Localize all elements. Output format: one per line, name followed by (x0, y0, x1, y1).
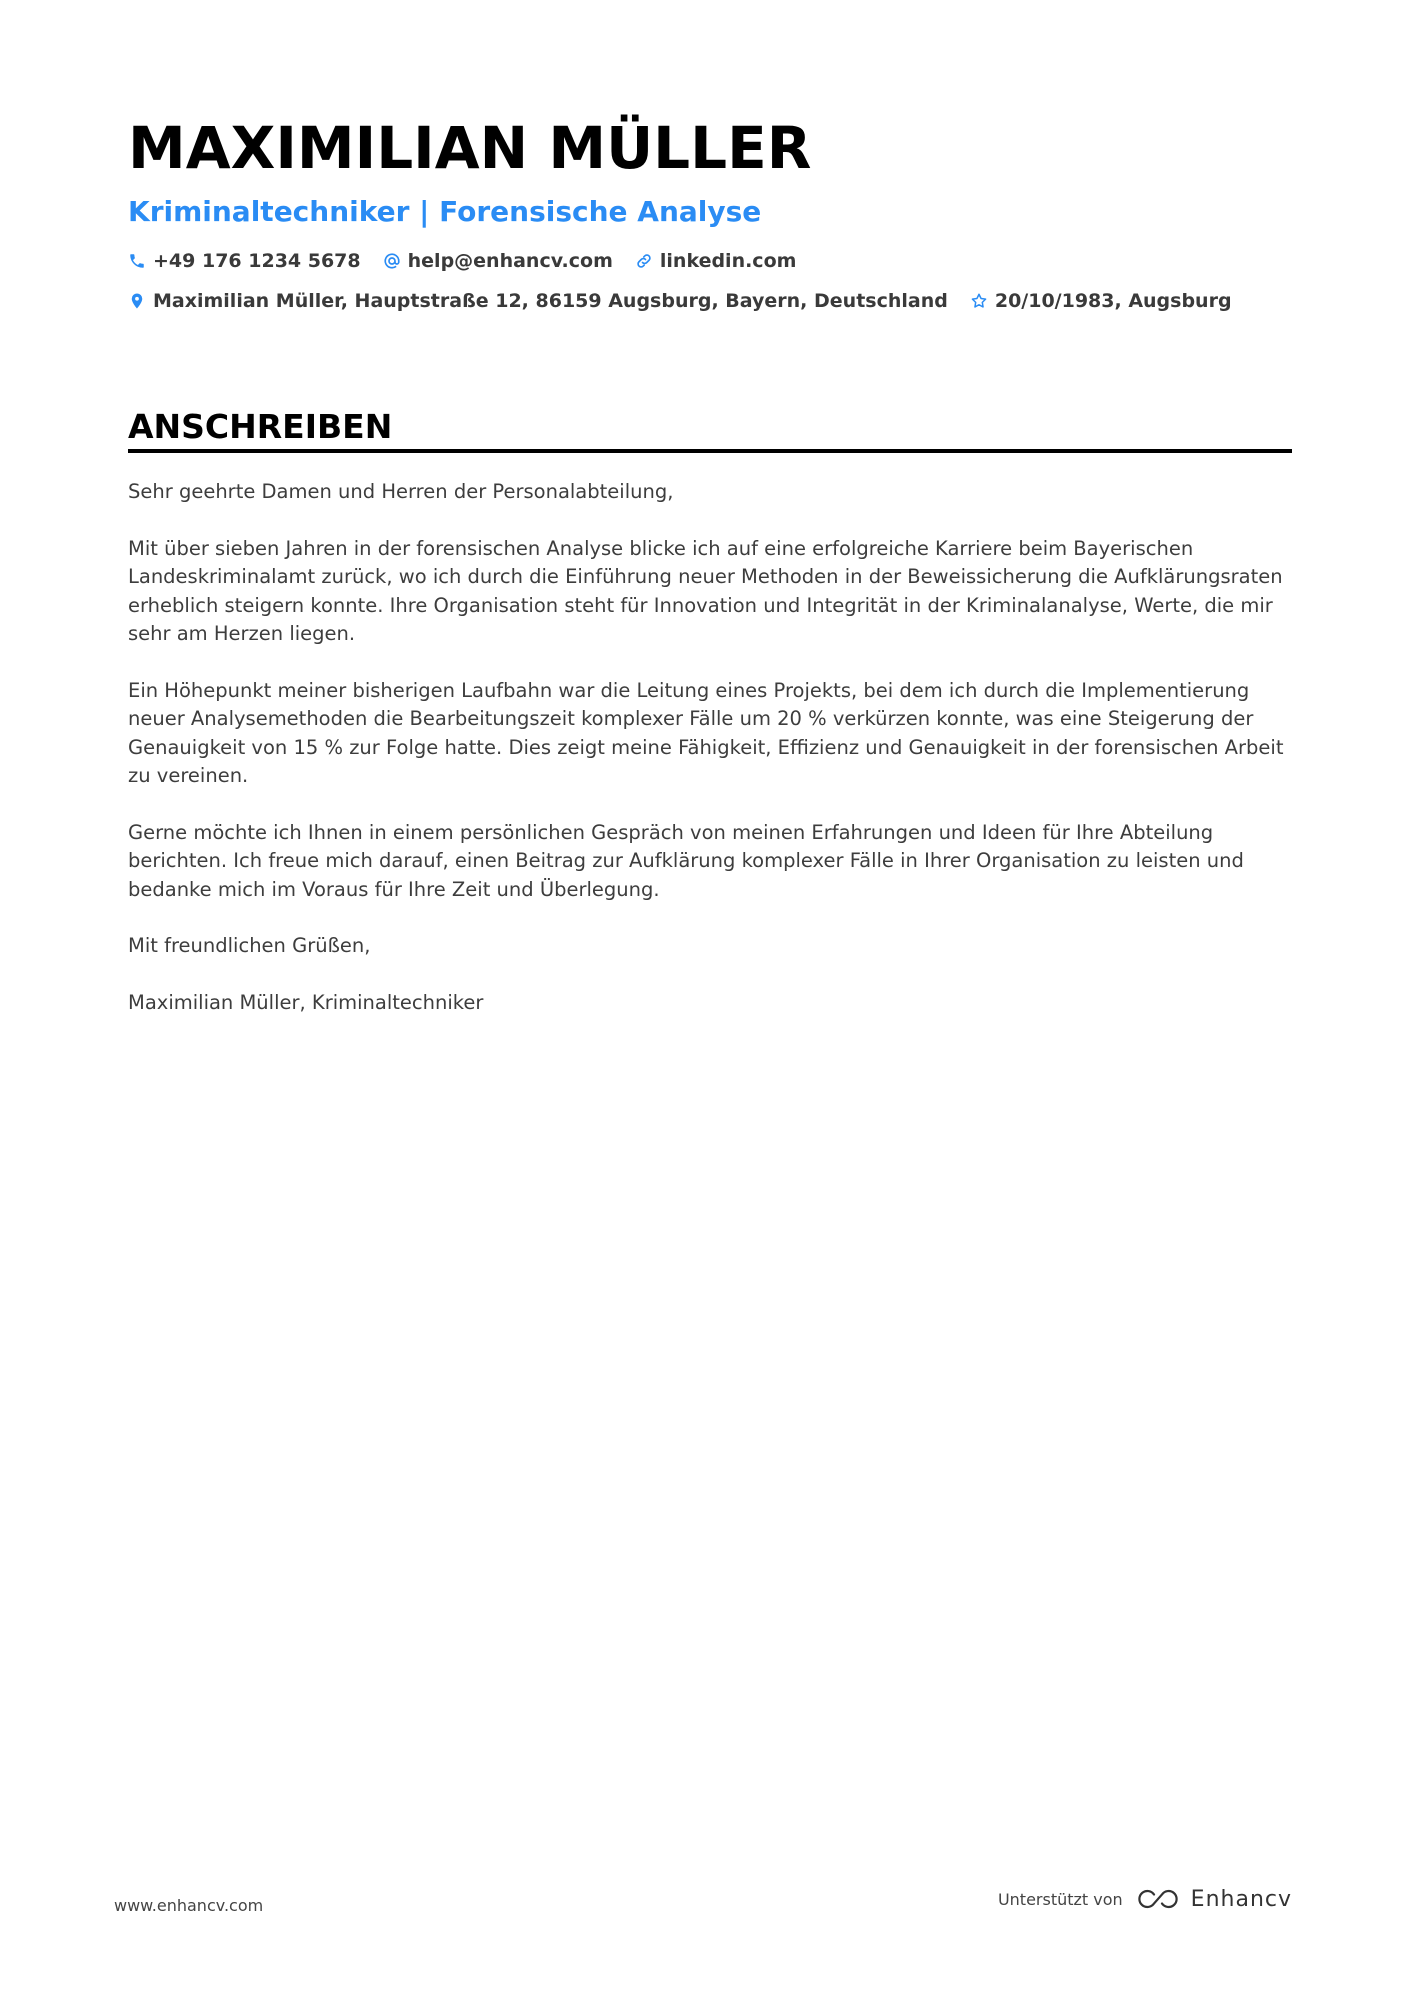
birth-date-place: 20/10/1983, Augsburg (994, 290, 1232, 312)
star-icon (970, 292, 988, 310)
letter-paragraph: Mit über sieben Jahren in der forensischen Analyse blicke ich auf eine erfolgreiche Karriere beim Bayerischen Landeskriminalamt zurück, wo ich durch die Einführung neuer Methoden in der Beweissicherung die Aufklärungsraten erheblich steigern konnte. Ihre Organisation steht für Innovation und Integrität in der Kriminalanalyse, Werte, die mir sehr am Herzen liegen. (128, 536, 1283, 645)
link-icon (635, 252, 653, 270)
contact-row-1 (128, 246, 1292, 276)
footer-website[interactable]: www.enhancv.com (114, 1896, 264, 1915)
closing: Mit freundlichen Grüßen, (128, 934, 371, 957)
contact-birth (970, 290, 1232, 312)
enhancv-logo-icon (1135, 1886, 1181, 1912)
job-title: Kriminaltechniker | Forensische Analyse (128, 195, 762, 228)
linkedin-link[interactable]: linkedin.com (659, 250, 797, 272)
salutation: Sehr geehrte Damen und Herren der Personalabteilung, (128, 480, 674, 503)
letter-paragraph: Ein Höhepunkt meiner bisherigen Laufbahn war die Leitung eines Projekts, bei dem ich durch die Implementierung neuer Analysemethoden die Bearbeitungszeit komplexer Fälle um 20 % verkürzen konnte, was eine Steigerung der Genauigkeit von 15 % zur Folge hatte. Dies zeigt meine Fähigkeit, Effizienz und Genauigkeit in der forensischen Arbeit zu vereinen. (128, 678, 1284, 787)
contact-linkedin (635, 250, 797, 272)
signature: Maximilian Müller, Kriminaltechniker (128, 990, 484, 1014)
contact-phone (128, 250, 361, 272)
footer-powered-by (998, 1886, 1292, 1912)
contact-email (383, 250, 613, 272)
candidate-name: MAXIMILIAN MÜLLER (128, 114, 812, 182)
phone-icon (128, 252, 146, 270)
section-divider (128, 449, 1292, 453)
powered-by-label: Unterstützt von (997, 1889, 1123, 1909)
letter-body (128, 478, 1292, 1045)
letter-paragraph: Gerne möchte ich Ihnen in einem persönlichen Gespräch von meinen Erfahrungen und Ideen für Ihre Abteilung berichten. Ich freue mich darauf, einen Beitrag zur Aufklärung komplexer Fälle in Ihrer Organisation zu leisten und bedanke mich im Voraus für Ihre Zeit und Überlegung. (128, 820, 1244, 901)
section-title: ANSCHREIBEN (128, 407, 393, 446)
location-pin-icon (128, 292, 146, 310)
phone-number: +49 176 1234 5678 (153, 250, 361, 272)
enhancv-brand: Enhancv (1190, 1886, 1292, 1912)
email-address[interactable]: help@enhancv.com (407, 250, 613, 272)
header (128, 112, 1292, 316)
contact-row-2 (128, 286, 1292, 316)
at-icon (383, 252, 401, 270)
contact-address (128, 290, 948, 312)
address: Maximilian Müller, Hauptstraße 12, 86159 Augsburg, Bayern, Deutschland (153, 290, 948, 312)
